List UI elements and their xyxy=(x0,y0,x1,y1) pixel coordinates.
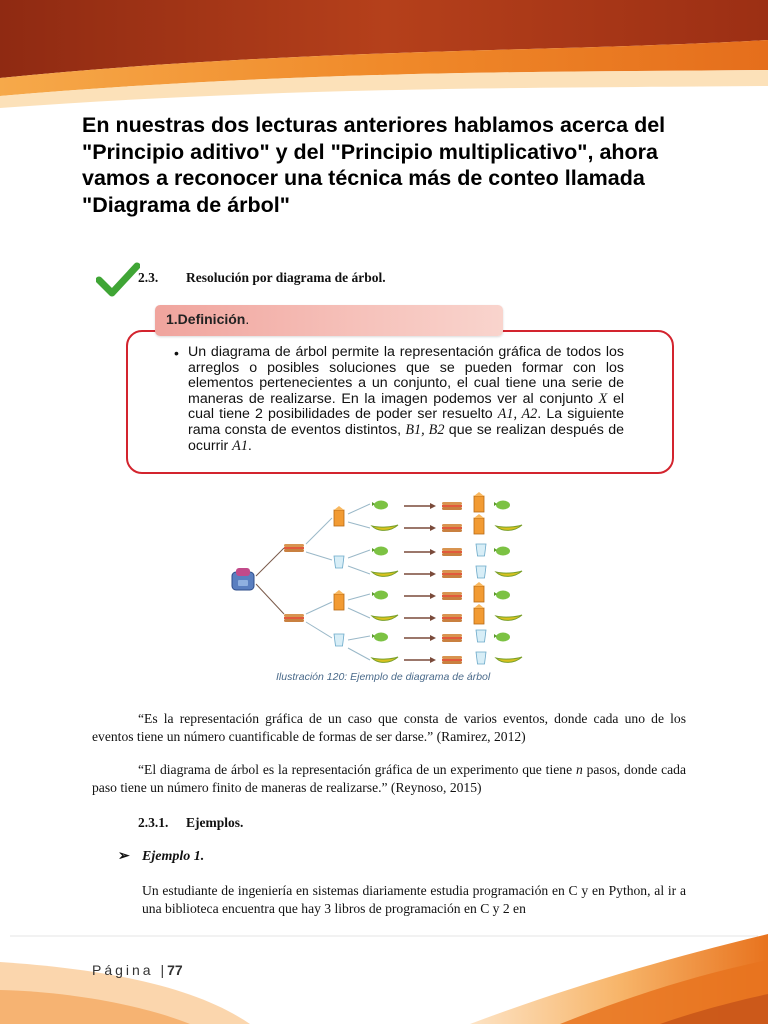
var-a1: A1 xyxy=(232,437,248,454)
var-x: X xyxy=(598,390,608,407)
var-n: n xyxy=(575,762,583,777)
bullet-icon: • xyxy=(174,345,179,361)
arrow-bullet-icon: ➢ xyxy=(118,849,130,864)
subsection-heading xyxy=(138,815,243,831)
subsection-number: 2.3.1. xyxy=(138,815,169,830)
quote-ramirez: “Es la representación gráfica de un caso que consta de varios eventos, donde cada uno de los eventos tiene un número cuantificable de formas de ser darse.” (Ramirez, 2012) xyxy=(92,711,686,744)
definition-text: Un diagrama de árbol permite la representación gráfica de todos los arreglos o posibles soluciones que se pueden formar con los elementos pertenecientes a un conjunto, el cual tiene una serie de maneras de realizarse. En la imagen podemos ver al conjunto X el cual tiene 2 posibilidades de poder ser resuelto A1, A2. La siguiente rama consta de eventos distintos, B1, B2 que se realizan después de ocurrir A1. xyxy=(188,344,625,454)
example-text: Un estudiante de ingeniería en sistemas diariamente estudia programación en C y en Python, al ir a una biblioteca encuentra que hay 3 libros de programación en C y 2 en xyxy=(142,883,686,916)
checkmark-icon xyxy=(96,262,140,298)
page-number xyxy=(92,962,183,978)
tree-diagram-illustration xyxy=(226,490,532,670)
page-number-value: 77 xyxy=(167,962,183,978)
page-word: Página | xyxy=(92,962,168,978)
var-b: B1, B2 xyxy=(405,421,445,438)
illustration-caption: Ilustración 120: Ejemplo de diagrama de árbol xyxy=(276,671,491,683)
var-a: A1, A2 xyxy=(497,406,538,423)
quote-reynoso: “El diagrama de árbol es la representación gráfica de un experimento que tiene n pasos, donde cada paso tiene un número finito de maneras de realizarse.” (Reynoso, 2015) xyxy=(92,762,687,795)
page-headline: En nuestras dos lecturas anteriores hablamos acerca del "Principio aditivo" y del "Principio multiplicativo", ahora vamos a reconocer una técnica más de conteo llamada "Diagrama de árbol" xyxy=(82,113,666,217)
section-number: 2.3. xyxy=(138,270,159,285)
definition-tab-suffix: . xyxy=(245,311,250,327)
definition-tab xyxy=(155,305,503,336)
example-heading xyxy=(118,848,204,865)
definition-tab-label: 1.Definición xyxy=(166,311,246,327)
subsection-title: Ejemplos. xyxy=(186,815,244,830)
section-title: Resolución por diagrama de árbol. xyxy=(186,270,386,285)
section-heading xyxy=(138,270,386,286)
example-label: Ejemplo 1. xyxy=(142,849,205,864)
header-band xyxy=(0,0,768,110)
